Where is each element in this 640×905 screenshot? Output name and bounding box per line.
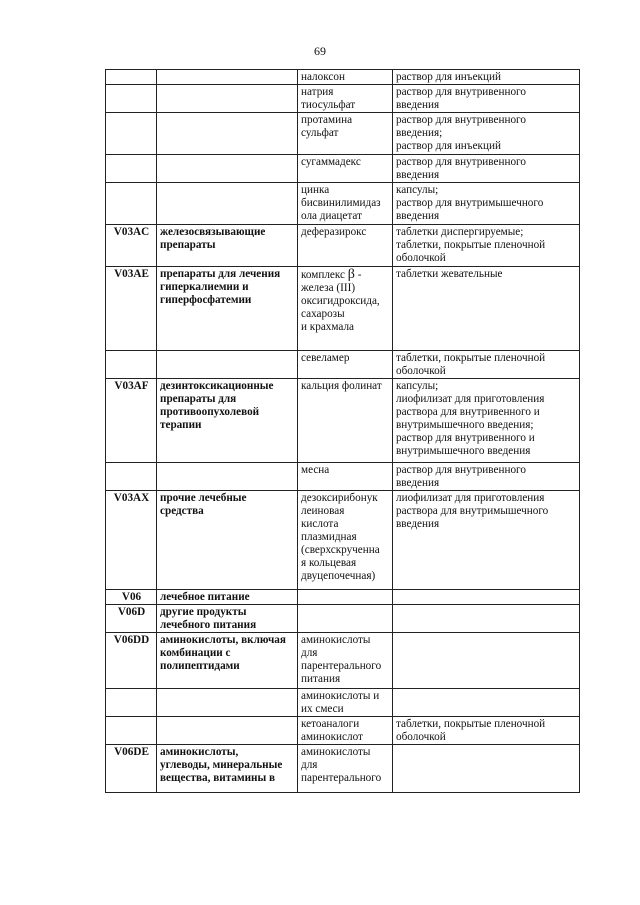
group-name-cell [157, 463, 298, 491]
atc-code-cell [106, 717, 157, 745]
group-name-text: дезинтоксикационные препараты для противоопухолевой терапии [160, 380, 274, 431]
dosage-form-cell [393, 745, 580, 793]
table-row [106, 379, 580, 463]
group-name-text: препараты для лечения гиперкалиемии и гиперфосфатемии [160, 268, 281, 306]
drug-name-cell [298, 590, 393, 605]
drug-name-text: сугаммадекс [301, 156, 361, 168]
table-row [106, 183, 580, 225]
table-row [106, 463, 580, 491]
table-row [106, 70, 580, 85]
group-name-cell [157, 70, 298, 85]
group-name-cell [157, 267, 298, 351]
dosage-form-cell [393, 113, 580, 155]
group-name-cell [157, 351, 298, 379]
dosage-form-text: раствор для внутривенного введения [396, 86, 526, 111]
drug-name-cell [298, 633, 393, 689]
group-name-cell [157, 689, 298, 717]
drug-name-prefix: комплекс [301, 269, 348, 281]
drug-name-cell [298, 155, 393, 183]
group-name-text: аминокислоты, углеводы, минеральные вещества, витамины в [160, 746, 283, 784]
drug-name-text: кетоаналоги аминокислот [301, 718, 363, 743]
drug-name-text: севеламер [301, 352, 350, 364]
atc-code-cell [106, 605, 157, 633]
drug-name-cell [298, 225, 393, 267]
atc-code-cell [106, 85, 157, 113]
drug-name-cell [298, 463, 393, 491]
dosage-form-cell [393, 379, 580, 463]
atc-code-cell [106, 491, 157, 590]
group-name-cell [157, 155, 298, 183]
atc-code-text: V03AC [113, 226, 150, 238]
dosage-form-text: капсулы; раствор для внутримышечного введения [396, 184, 544, 222]
atc-code-text: V06D [117, 606, 146, 618]
drug-table-body [106, 70, 580, 793]
page-number: 69 [314, 44, 326, 58]
atc-code-cell [106, 633, 157, 689]
dosage-form-text: раствор для инъекций [396, 71, 501, 83]
dosage-form-text: таблетки диспергируемые; таблетки, покрытые пленочной оболочкой [396, 226, 546, 264]
atc-code-cell [106, 70, 157, 85]
group-name-text: железосвязывающие препараты [160, 226, 266, 251]
table-row [106, 225, 580, 267]
table-row [106, 155, 580, 183]
table-row [106, 717, 580, 745]
group-name-cell [157, 605, 298, 633]
atc-code-cell [106, 379, 157, 463]
group-name-text: прочие лечебные средства [160, 492, 247, 517]
drug-name-cell [298, 689, 393, 717]
drug-name-cell [298, 491, 393, 590]
atc-code-cell [106, 225, 157, 267]
dosage-form-cell [393, 351, 580, 379]
dosage-form-cell [393, 590, 580, 605]
group-name-cell [157, 633, 298, 689]
dosage-form-cell [393, 717, 580, 745]
group-name-cell [157, 717, 298, 745]
drug-name-text: кальция фолинат [301, 380, 382, 392]
group-name-cell [157, 491, 298, 590]
dosage-form-cell [393, 183, 580, 225]
dosage-form-cell [393, 70, 580, 85]
drug-name-text: месна [301, 464, 330, 476]
drug-name-rest: - железа (III) оксигидроксида, сахарозы и крахмала [301, 269, 380, 333]
dosage-form-cell [393, 689, 580, 717]
atc-code-cell [106, 183, 157, 225]
drug-name-cell [298, 267, 393, 351]
atc-code-text: V06DE [114, 746, 149, 758]
drug-name-text: аминокислоты для парентерального питания [301, 634, 382, 685]
atc-code-text: V03AE [114, 268, 149, 280]
table-row [106, 491, 580, 590]
table-row [106, 745, 580, 793]
dosage-form-text: раствор для внутривенного введения [396, 464, 526, 489]
dosage-form-cell [393, 155, 580, 183]
dosage-form-text: раствор для внутривенного введения; раствор для инъекций [396, 114, 526, 152]
dosage-form-text: капсулы; лиофилизат для приготовления раствора для внутривенного и внутримышечного введения; раствор для внутривенного и внутримышечного введения [396, 380, 545, 457]
atc-code-cell [106, 113, 157, 155]
dosage-form-cell [393, 605, 580, 633]
atc-code-text: V03AX [113, 492, 150, 504]
group-name-cell [157, 183, 298, 225]
table-row [106, 689, 580, 717]
table-row [106, 351, 580, 379]
drug-name-text: аминокислоты и их смеси [301, 690, 380, 715]
drug-name-cell [298, 113, 393, 155]
drug-name-text: цинка бисвинилимидаз ола диацетат [301, 184, 381, 222]
atc-code-text: V03AF [114, 380, 149, 392]
drug-name-text: протамина сульфат [301, 114, 353, 139]
atc-code-cell [106, 745, 157, 793]
table-row [106, 590, 580, 605]
drug-name-cell [298, 605, 393, 633]
atc-code-text: V06DD [113, 634, 150, 646]
atc-code-cell [106, 463, 157, 491]
dosage-form-cell [393, 85, 580, 113]
dosage-form-text: таблетки, покрытые пленочной оболочкой [396, 352, 546, 377]
group-name-cell [157, 745, 298, 793]
atc-code-cell [106, 689, 157, 717]
dosage-form-text: таблетки, покрытые пленочной оболочкой [396, 718, 546, 743]
group-name-cell [157, 379, 298, 463]
drug-name-cell [298, 745, 393, 793]
drug-name-text: аминокислоты для парентерального [301, 746, 382, 784]
dosage-form-cell [393, 225, 580, 267]
group-name-text: аминокислоты, включая комбинации с полипептидами [160, 634, 286, 672]
group-name-cell [157, 113, 298, 155]
table-row [106, 85, 580, 113]
beta-symbol: β [347, 267, 355, 282]
atc-code-cell [106, 351, 157, 379]
atc-code-cell [106, 267, 157, 351]
drug-name-cell [298, 379, 393, 463]
group-name-cell [157, 590, 298, 605]
dosage-form-text: лиофилизат для приготовления раствора для внутримышечного введения [396, 492, 549, 530]
drug-name-text: дезоксирибонук леиновая кислота плазмидная (сверхскрученна я кольцевая двуцепочечная) [301, 492, 380, 582]
drug-name-cell [298, 351, 393, 379]
table-row [106, 605, 580, 633]
drug-name-text: натрия тиосульфат [301, 86, 356, 111]
dosage-form-cell [393, 463, 580, 491]
drug-name-cell [298, 70, 393, 85]
drug-name-text: налоксон [301, 71, 345, 83]
group-name-cell [157, 85, 298, 113]
table-row [106, 113, 580, 155]
dosage-form-cell [393, 491, 580, 590]
group-name-text: другие продукты лечебного питания [160, 606, 257, 631]
dosage-form-cell [393, 633, 580, 689]
atc-code-cell [106, 590, 157, 605]
atc-code-text: V06 [121, 591, 142, 603]
table-row [106, 633, 580, 689]
drug-name-cell [298, 183, 393, 225]
drug-name-cell [298, 85, 393, 113]
group-name-cell [157, 225, 298, 267]
dosage-form-cell [393, 267, 580, 351]
drug-name-cell [298, 717, 393, 745]
atc-code-cell [106, 155, 157, 183]
group-name-text: лечебное питание [160, 591, 250, 603]
table-row [106, 267, 580, 351]
drug-table [105, 69, 580, 793]
dosage-form-text: таблетки жевательные [396, 268, 503, 280]
dosage-form-text: раствор для внутривенного введения [396, 156, 526, 181]
drug-name-text: деферазирокс [301, 226, 367, 238]
